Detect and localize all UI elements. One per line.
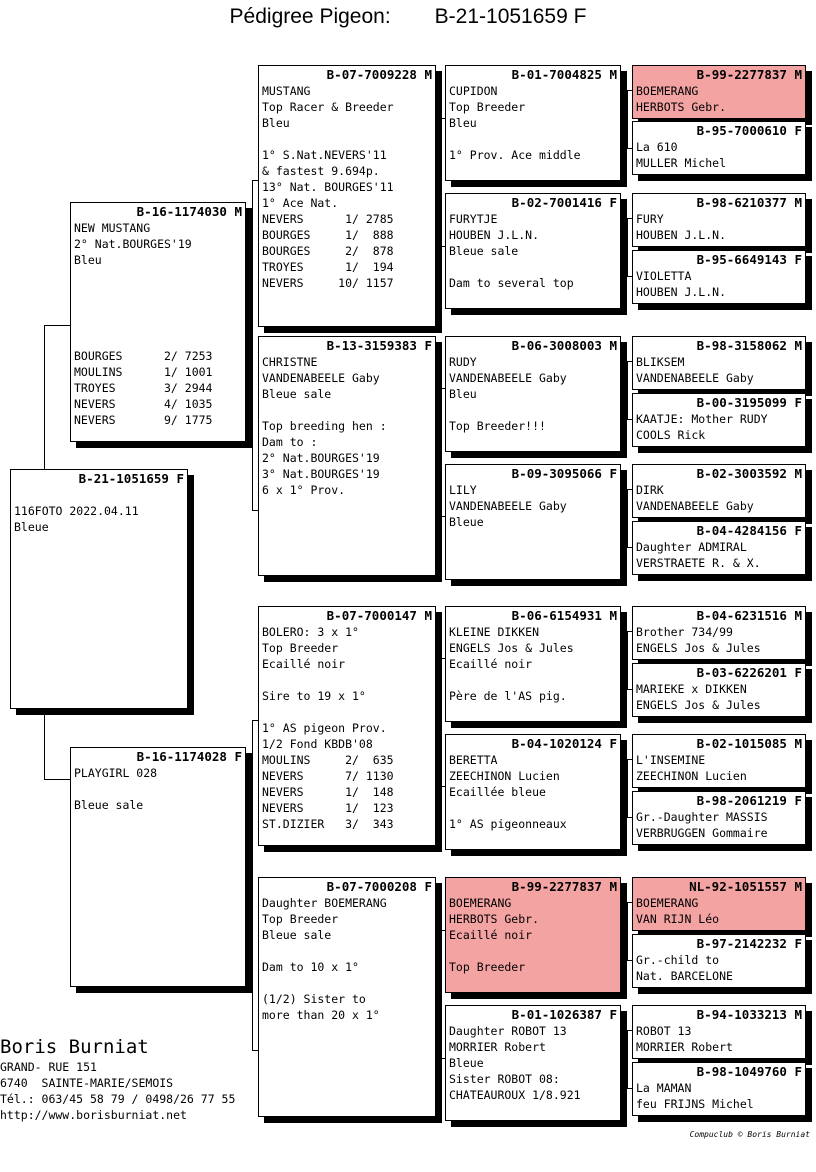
card-line: Top Racer & Breeder: [262, 100, 394, 114]
pedigree-card-sd: [258, 336, 436, 576]
ring-number: B-98-3158062 M: [696, 338, 802, 353]
ring-number: B-07-7000208 F: [326, 879, 432, 894]
breeder-website[interactable]: http://www.borisburniat.net: [0, 1108, 187, 1122]
card-line: MORRIER Robert: [449, 1040, 546, 1054]
ring-number: B-07-7000147 M: [326, 608, 432, 623]
card-line: [449, 943, 617, 959]
card-line: MORRIER Robert: [636, 1040, 733, 1054]
pedigree-card-g8: [632, 521, 806, 575]
card-line: Gr.-child to: [636, 953, 720, 967]
card-line: TROYES 3/ 2944: [74, 381, 213, 395]
ring-number: B-94-1033213 M: [696, 1007, 802, 1022]
card-line: ZEECHINON Lucien: [636, 769, 747, 783]
card-line: Ecaillé noir: [449, 657, 533, 671]
card-line: Brother 734/99: [636, 625, 733, 639]
card-line: DIRK: [636, 483, 664, 497]
ring-number: B-95-6649143 F: [696, 252, 802, 267]
pedigree-card-g14: [632, 934, 806, 988]
card-line: Ecaillée bleue: [449, 785, 546, 799]
ring-number: B-98-6210377 M: [696, 195, 802, 210]
card-line: [262, 975, 432, 991]
card-line: feu FRIJNS Michel: [636, 1097, 754, 1111]
card-line: Ecaillé noir: [262, 657, 346, 671]
card-line: NEVERS 4/ 1035: [74, 397, 213, 411]
card-line: 1° AS pigeon Prov.: [262, 721, 387, 735]
card-line: [74, 284, 242, 300]
card-line: BOLERO: 3 x 1°: [262, 625, 359, 639]
card-line: more than 20 x 1°: [262, 1008, 380, 1022]
connector-line: [252, 180, 253, 510]
ring-number: B-98-2061219 F: [696, 793, 802, 808]
card-line: ENGELS Jos & Jules: [636, 698, 761, 712]
card-line: HOUBEN J.L.N.: [636, 285, 727, 299]
card-line: VERBRUGGEN Gommaire: [636, 826, 768, 840]
card-line: 1° AS pigeonneaux: [449, 817, 567, 831]
card-line: MUSTANG: [262, 84, 311, 98]
card-line: HOUBEN J.L.N.: [636, 228, 727, 242]
card-line: (1/2) Sister to: [262, 992, 366, 1006]
ring-number: B-03-6226201 F: [696, 665, 802, 680]
ring-number: B-09-3095066 F: [511, 466, 617, 481]
pedigree-card-dsd: [445, 734, 621, 850]
pedigree-card-g13: [632, 877, 806, 931]
card-line: Top Breeder: [262, 641, 339, 655]
breeder-city: 6740 SAINTE-MARIE/SEMOIS: [0, 1076, 174, 1090]
pedigree-card-dd: [258, 877, 436, 1117]
pedigree-card-sire: [70, 202, 246, 442]
pedigree-card-sds: [445, 336, 621, 452]
ring-number: B-02-3003592 M: [696, 466, 802, 481]
card-line: KLEINE DIKKEN: [449, 625, 540, 639]
title-ring: B-21-1051659 F: [434, 5, 587, 28]
ring-number: NL-92-1051557 M: [689, 879, 802, 894]
card-line: NEVERS 9/ 1775: [74, 413, 213, 427]
pedigree-card-ds: [258, 606, 436, 846]
pedigree-card-g4: [632, 250, 806, 304]
card-line: ST.DIZIER 3/ 343: [262, 817, 394, 831]
card-line: VANDENABEELE Gaby: [449, 499, 567, 513]
pedigree-card-g12: [632, 791, 806, 845]
card-line: NEVERS 7/ 1130: [262, 769, 394, 783]
card-line: FURYTJE: [449, 212, 498, 226]
card-line: 1° Ace Nat.: [262, 196, 339, 210]
connector-line: [44, 779, 70, 780]
card-line: MOULINS 2/ 635: [262, 753, 394, 767]
card-line: BLIKSEM: [636, 355, 685, 369]
card-line: Daughter ROBOT 13: [449, 1024, 567, 1038]
ring-number: B-99-2277837 M: [511, 879, 617, 894]
pedigree-card-sss: [445, 65, 621, 181]
card-line: Sister ROBOT 08:: [449, 1072, 560, 1086]
card-line: BOEMERANG: [636, 84, 699, 98]
connector-line: [440, 118, 441, 246]
card-line: Daughter ADMIRAL: [636, 540, 747, 554]
pedigree-card-g10: [632, 663, 806, 717]
ring-number: B-06-3008003 M: [511, 338, 617, 353]
card-line: 13° Nat. BOURGES'11: [262, 180, 394, 194]
card-line: Bleu: [449, 387, 477, 401]
card-line: MARIEKE x DIKKEN: [636, 682, 747, 696]
card-line: Dam to 10 x 1°: [262, 960, 359, 974]
card-line: COOLS Rick: [636, 428, 706, 442]
card-line: Bleu: [262, 116, 290, 130]
card-line: Top Breeder: [449, 960, 526, 974]
connector-line: [44, 325, 70, 326]
pedigree-card-g1: [632, 65, 806, 119]
pedigree-card-g5: [632, 336, 806, 390]
card-line: Daughter BOEMERANG: [262, 896, 387, 910]
card-line: Bleue sale: [74, 798, 144, 812]
connector-line: [440, 930, 441, 1058]
title-label: Pédigree Pigeon:: [229, 5, 391, 28]
card-line: TROYES 1/ 194: [262, 260, 394, 274]
card-line: Bleue: [449, 1056, 484, 1070]
card-line: BOEMERANG: [449, 896, 512, 910]
card-line: Bleue sale: [262, 928, 332, 942]
card-line: [14, 487, 184, 503]
card-line: [449, 402, 617, 418]
card-line: KAATJE: Mother RUDY: [636, 412, 768, 426]
ring-number: B-13-3159383 F: [326, 338, 432, 353]
card-line: [262, 131, 432, 147]
card-line: NEW MUSTANG: [74, 221, 151, 235]
ring-number: B-02-7001416 F: [511, 195, 617, 210]
ring-number: B-04-1020124 F: [511, 736, 617, 751]
pedigree-card-dam: [70, 747, 246, 987]
card-line: La 610: [636, 140, 678, 154]
page-title: [0, 5, 816, 29]
card-line: Top breeding hen :: [262, 419, 387, 433]
card-line: FURY: [636, 212, 664, 226]
pedigree-card-g16: [632, 1062, 806, 1116]
card-line: ENGELS Jos & Jules: [449, 641, 574, 655]
card-line: ZEECHINON Lucien: [449, 769, 560, 783]
breeder-info: [0, 1035, 235, 1123]
card-line: LILY: [449, 483, 477, 497]
pedigree-card-g15: [632, 1005, 806, 1059]
ring-number: B-16-1174028 F: [136, 749, 242, 764]
card-line: 3° Nat.BOURGES'19: [262, 467, 380, 481]
pedigree-card-g2: [632, 121, 806, 175]
card-line: CHATEAUROUX 1/8.921: [449, 1088, 581, 1102]
pedigree-card-g7: [632, 464, 806, 518]
card-line: Sire to 19 x 1°: [262, 689, 366, 703]
card-line: [74, 332, 242, 348]
card-line: BERETTA: [449, 753, 498, 767]
card-line: VAN RIJN Léo: [636, 912, 720, 926]
card-line: [449, 131, 617, 147]
card-line: VERSTRAETE R. & X.: [636, 556, 761, 570]
card-line: [74, 781, 242, 797]
breeder-phone: Tél.: 063/45 58 79 / 0498/26 77 55: [0, 1092, 236, 1106]
pedigree-card-sdd: [445, 464, 621, 580]
card-line: 6 x 1° Prov.: [262, 483, 346, 497]
card-line: VANDENABEELE Gaby: [262, 371, 380, 385]
connector-line: [44, 325, 45, 469]
card-line: MULLER Michel: [636, 156, 727, 170]
ring-number: B-98-1049760 F: [696, 1064, 802, 1079]
pedigree-card-dss: [445, 606, 621, 722]
card-line: 116FOTO 2022.04.11: [14, 504, 139, 518]
card-line: [449, 800, 617, 816]
connector-line: [440, 388, 441, 516]
card-line: VANDENABEELE Gaby: [636, 371, 754, 385]
pedigree-card-ddd: [445, 1005, 621, 1121]
card-line: [74, 300, 242, 316]
ring-number: B-02-1015085 M: [696, 736, 802, 751]
ring-number: B-99-2277837 M: [696, 67, 802, 82]
connector-line: [627, 902, 628, 960]
ring-number: B-00-3195099 F: [696, 395, 802, 410]
pedigree-card-g9: [632, 606, 806, 660]
card-line: NEVERS 1/ 148: [262, 785, 394, 799]
breeder-name: Boris Burniat: [0, 1036, 149, 1058]
connector-line: [627, 489, 628, 547]
card-line: & fastest 9.694p.: [262, 164, 380, 178]
card-line: HERBOTS Gebr.: [449, 912, 540, 926]
connector-line: [252, 720, 253, 1050]
card-line: CUPIDON: [449, 84, 498, 98]
ring-number: B-06-6154931 M: [511, 608, 617, 623]
card-line: [262, 704, 432, 720]
card-line: Top Breeder!!!: [449, 419, 546, 433]
pedigree-card-g11: [632, 734, 806, 788]
card-line: HOUBEN J.L.N.: [449, 228, 540, 242]
card-line: 1° S.Nat.NEVERS'11: [262, 148, 387, 162]
pedigree-card-ss: [258, 65, 436, 327]
connector-line: [627, 361, 628, 419]
card-line: ROBOT 13: [636, 1024, 692, 1038]
footer-credit: Compuclub © Boris Burniat: [689, 1130, 810, 1139]
card-line: NEVERS 1/ 123: [262, 801, 394, 815]
card-line: BOURGES 1/ 888: [262, 228, 394, 242]
card-line: 1° Prov. Ace middle: [449, 148, 581, 162]
pedigree-card-dds: [445, 877, 621, 993]
connector-line: [627, 759, 628, 817]
card-line: 2° Nat.BOURGES'19: [262, 451, 380, 465]
card-line: Bleue: [449, 515, 484, 529]
card-line: Top Breeder: [449, 100, 526, 114]
connector-line: [440, 658, 441, 786]
card-line: 2° Nat.BOURGES'19: [74, 237, 192, 251]
card-line: Dam to :: [262, 435, 318, 449]
connector-line: [627, 90, 628, 148]
pedigree-card-g3: [632, 193, 806, 247]
card-line: [262, 672, 432, 688]
card-line: [262, 402, 432, 418]
card-line: Gr.-Daughter MASSIS: [636, 810, 768, 824]
pedigree-card-subject: [10, 469, 188, 709]
card-line: Top Breeder: [262, 912, 339, 926]
connector-line: [627, 631, 628, 689]
pedigree-card-g6: [632, 393, 806, 447]
card-line: CHRISTNE: [262, 355, 318, 369]
card-line: HERBOTS Gebr.: [636, 100, 727, 114]
card-line: La MAMAN: [636, 1081, 692, 1095]
ring-number: B-04-4284156 F: [696, 523, 802, 538]
card-line: NEVERS 1/ 2785: [262, 212, 394, 226]
ring-number: B-16-1174030 M: [136, 204, 242, 219]
card-line: Père de l'AS pig.: [449, 689, 567, 703]
card-line: L'INSEMINE: [636, 753, 706, 767]
breeder-address: GRAND- RUE 151: [0, 1060, 97, 1074]
card-line: [262, 943, 432, 959]
card-line: MOULINS 1/ 1001: [74, 365, 213, 379]
card-line: [449, 259, 617, 275]
connector-line: [627, 218, 628, 276]
card-line: Nat. BARCELONE: [636, 969, 733, 983]
pedigree-card-ssd: [445, 193, 621, 309]
card-line: VANDENABEELE Gaby: [636, 499, 754, 513]
card-line: PLAYGIRL 028: [74, 766, 158, 780]
card-line: Bleue sale: [262, 387, 332, 401]
card-line: [74, 268, 242, 284]
card-line: 1/2 Fond KBDB'08: [262, 737, 373, 751]
card-line: Bleue sale: [449, 244, 519, 258]
ring-number: B-97-2142232 F: [696, 936, 802, 951]
card-line: [74, 316, 242, 332]
ring-number: B-04-6231516 M: [696, 608, 802, 623]
card-line: Ecaillé noir: [449, 928, 533, 942]
ring-number: B-01-7004825 M: [511, 67, 617, 82]
card-line: BOEMERANG: [636, 896, 699, 910]
card-line: [449, 672, 617, 688]
card-line: ENGELS Jos & Jules: [636, 641, 761, 655]
connector-line: [627, 1030, 628, 1088]
card-line: Bleu: [74, 253, 102, 267]
ring-number: B-07-7009228 M: [326, 67, 432, 82]
card-line: VANDENABEELE Gaby: [449, 371, 567, 385]
card-line: Dam to several top: [449, 276, 574, 290]
card-line: BOURGES 2/ 878: [262, 244, 394, 258]
card-line: NEVERS 10/ 1157: [262, 276, 394, 290]
ring-number: B-95-7000610 F: [696, 123, 802, 138]
card-line: RUDY: [449, 355, 477, 369]
card-line: Bleu: [449, 116, 477, 130]
connector-line: [44, 709, 45, 779]
card-line: Bleue: [14, 520, 49, 534]
card-line: VIOLETTA: [636, 269, 692, 283]
card-line: BOURGES 2/ 7253: [74, 349, 213, 363]
ring-number: B-21-1051659 F: [78, 471, 184, 486]
ring-number: B-01-1026387 F: [511, 1007, 617, 1022]
